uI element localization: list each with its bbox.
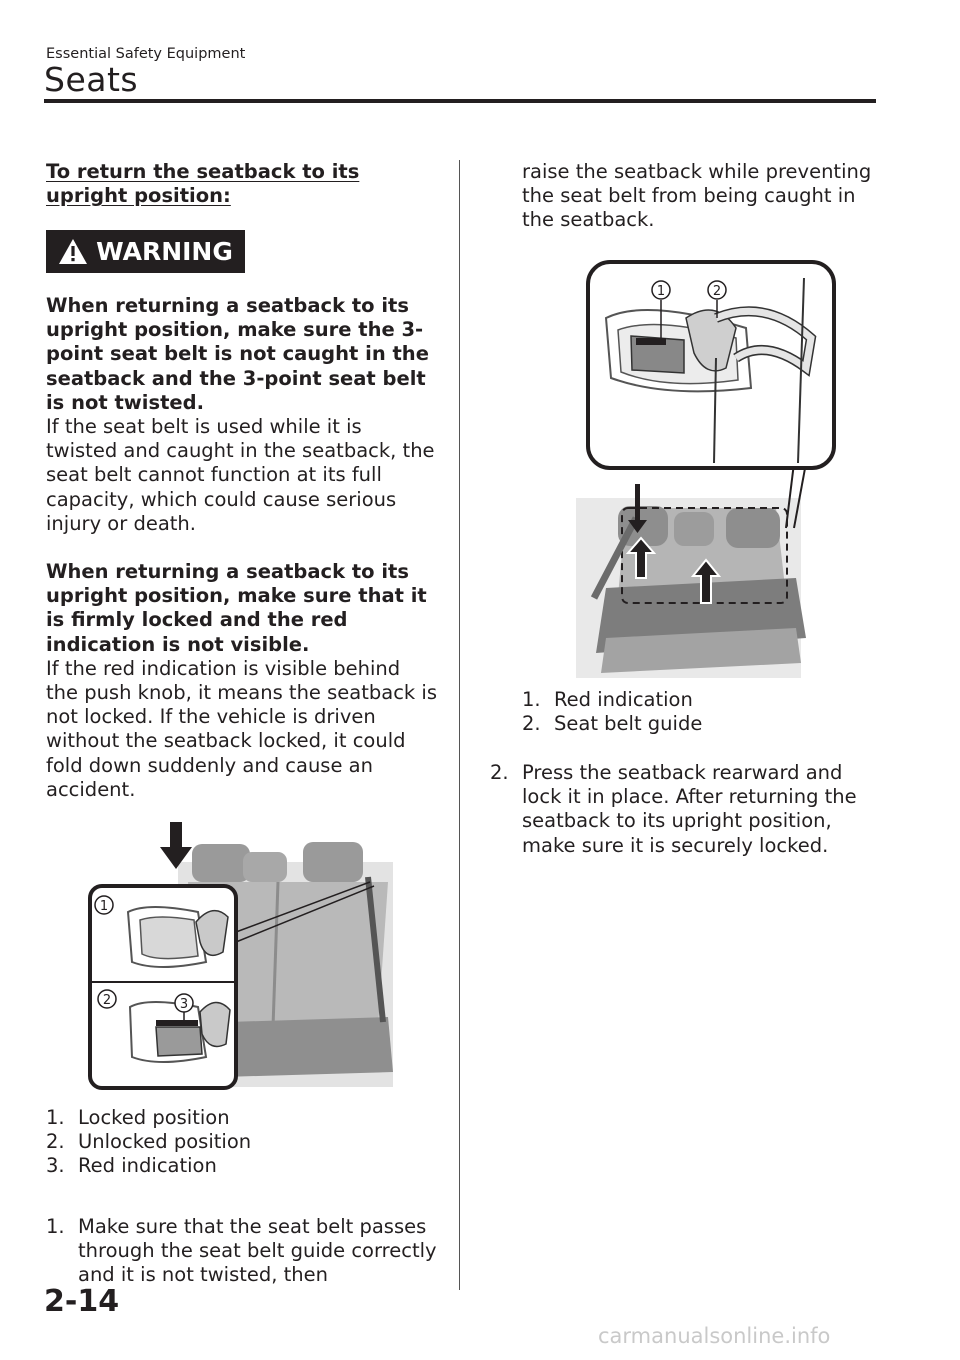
right-figure-legend	[522, 688, 862, 736]
warning-icon	[58, 238, 88, 265]
left-figure-legend	[46, 1106, 426, 1179]
warning-block-2	[46, 560, 438, 802]
legend-item: 1. Red indication	[522, 688, 693, 711]
seat-belt-guide-figure	[566, 258, 842, 682]
svg-text:1: 1	[656, 284, 666, 299]
seatback-lock-figure	[88, 822, 408, 1092]
svg-text:1: 1	[99, 899, 109, 914]
warning-1-text: If the seat belt is used while it is twisted and caught in the seatback, the seat belt cannot function at its full capacity, which could cause serious injury or death.	[46, 415, 435, 535]
warning-label: WARNING	[96, 237, 233, 266]
svg-text:3: 3	[179, 997, 189, 1012]
callout-2	[98, 990, 116, 1008]
warning-1-bold: When returning a seatback to its upright position, make sure the 3-point seat belt is not caught in the seatback and the 3-point seat belt is not twisted.	[46, 294, 429, 414]
legend-item: 1. Locked position	[46, 1106, 230, 1129]
callout-2	[708, 281, 726, 299]
warning-banner	[46, 230, 245, 273]
header-rule	[44, 99, 876, 103]
warning-2-text: If the red indication is visible behind the push knob, it means the seatback is not locked. If the vehicle is driven without the seatback locked, it could fold down suddenly and cause an accident.	[46, 656, 437, 801]
step-1-continued: raise the seatback while preventing the seat belt from being caught in the seatback.	[522, 160, 872, 232]
watermark: carmanualsonline.info	[598, 1324, 831, 1348]
svg-text:2: 2	[102, 993, 112, 1008]
page-title: Seats	[44, 60, 139, 99]
section-label: Essential Safety Equipment	[46, 46, 246, 62]
warning-2-bold: When returning a seatback to its upright position, make sure that it is firmly locked and the red indication is not visible.	[46, 560, 427, 656]
callout-1	[95, 896, 113, 914]
column-divider	[459, 160, 460, 1290]
step-2	[490, 761, 872, 858]
warning-block-1	[46, 294, 438, 536]
step-1	[46, 1215, 438, 1288]
legend-item: 2. Seat belt guide	[522, 712, 703, 736]
step-2-number: 2.	[490, 761, 509, 784]
callout-3	[175, 994, 193, 1012]
step-2-text: Press the seatback rearward and lock it in place. After returning the seatback to its upright position, make sure it is securely locked.	[522, 761, 857, 857]
page-number: 2-14	[44, 1284, 120, 1319]
legend-item: 3. Red indication	[46, 1154, 217, 1178]
step-1-text: Make sure that the seat belt passes through the seat belt guide correctly and it is not twisted, then	[78, 1215, 437, 1287]
callout-1	[652, 281, 670, 299]
svg-text:2: 2	[712, 284, 722, 299]
subsection-heading: To return the seatback to its upright position:	[46, 160, 360, 208]
step-1-number: 1.	[46, 1215, 65, 1238]
legend-item: 2. Unlocked position	[46, 1130, 252, 1154]
